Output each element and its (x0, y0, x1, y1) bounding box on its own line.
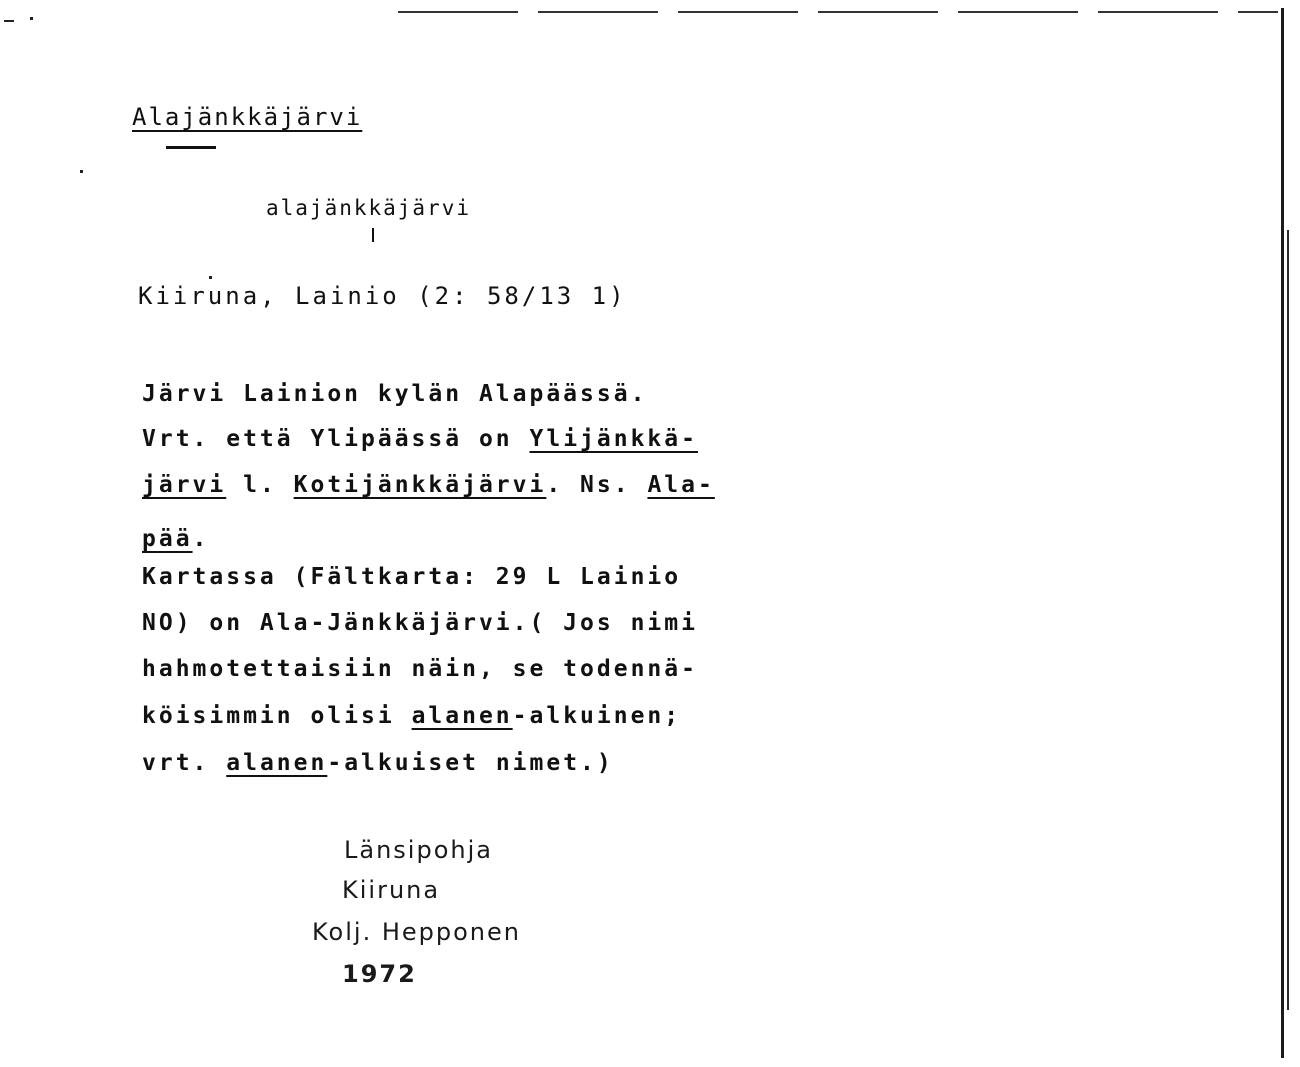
description-line (142, 752, 614, 775)
scan-speck (30, 17, 33, 20)
phonetic-transcription: alajänkkäjärvi (266, 196, 472, 220)
description-line (142, 474, 715, 497)
stamp-region: Länsipohja (344, 836, 493, 864)
cross-reference: järvi (142, 472, 227, 498)
stamp-year: 1972 (342, 960, 417, 988)
description-text: hahmotettaisiin näin, se todennä- (142, 656, 698, 682)
cross-reference: alanen (411, 703, 513, 729)
description-line (142, 612, 698, 635)
description-line (142, 528, 209, 551)
description-text: . (192, 526, 210, 552)
headword: Alajänkkäjärvi (132, 103, 363, 131)
cross-reference: Ala- (647, 472, 715, 498)
description-text: -alkuinen; (512, 703, 682, 729)
description-line (142, 658, 698, 681)
cross-reference: Kotijänkkäjärvi (293, 472, 547, 498)
cross-reference: pää (142, 526, 193, 552)
stress-bar (166, 146, 216, 149)
location-reference: Kiiruna, Lainio (2: 58/13 1) (138, 282, 627, 310)
description-line (142, 428, 698, 451)
description-text: -alkuiset nimet.) (327, 750, 614, 776)
scan-speck (80, 170, 83, 173)
description-text: vrt. (142, 750, 227, 776)
stamp-collector: Kolj. Hepponen (312, 918, 521, 946)
description-text: Kartassa (Fältkarta: 29 L Lainio (142, 564, 682, 590)
scan-edge-right (1281, 8, 1284, 1058)
description-text: Vrt. että Ylipäässä on (142, 426, 530, 452)
scan-edge-top (398, 11, 1278, 13)
scan-edge-right-inner (1287, 230, 1289, 1010)
scan-speck (4, 20, 14, 22)
stamp-municipality: Kiiruna (342, 876, 441, 904)
scan-speck (209, 276, 212, 279)
description-line (142, 705, 681, 728)
description-text: NO) on Ala-Jänkkäjärvi.( Jos nimi (142, 610, 698, 636)
description-line (142, 383, 647, 406)
description-text: l. (226, 472, 294, 498)
stress-mark (372, 228, 374, 242)
cross-reference: alanen (226, 750, 328, 776)
description-line (142, 566, 681, 589)
cross-reference: Ylijänkkä- (529, 426, 698, 452)
description-text: Järvi Lainion kylän Alapäässä. (142, 381, 648, 407)
description-text: . Ns. (546, 472, 648, 498)
description-text: köisimmin olisi (142, 703, 412, 729)
